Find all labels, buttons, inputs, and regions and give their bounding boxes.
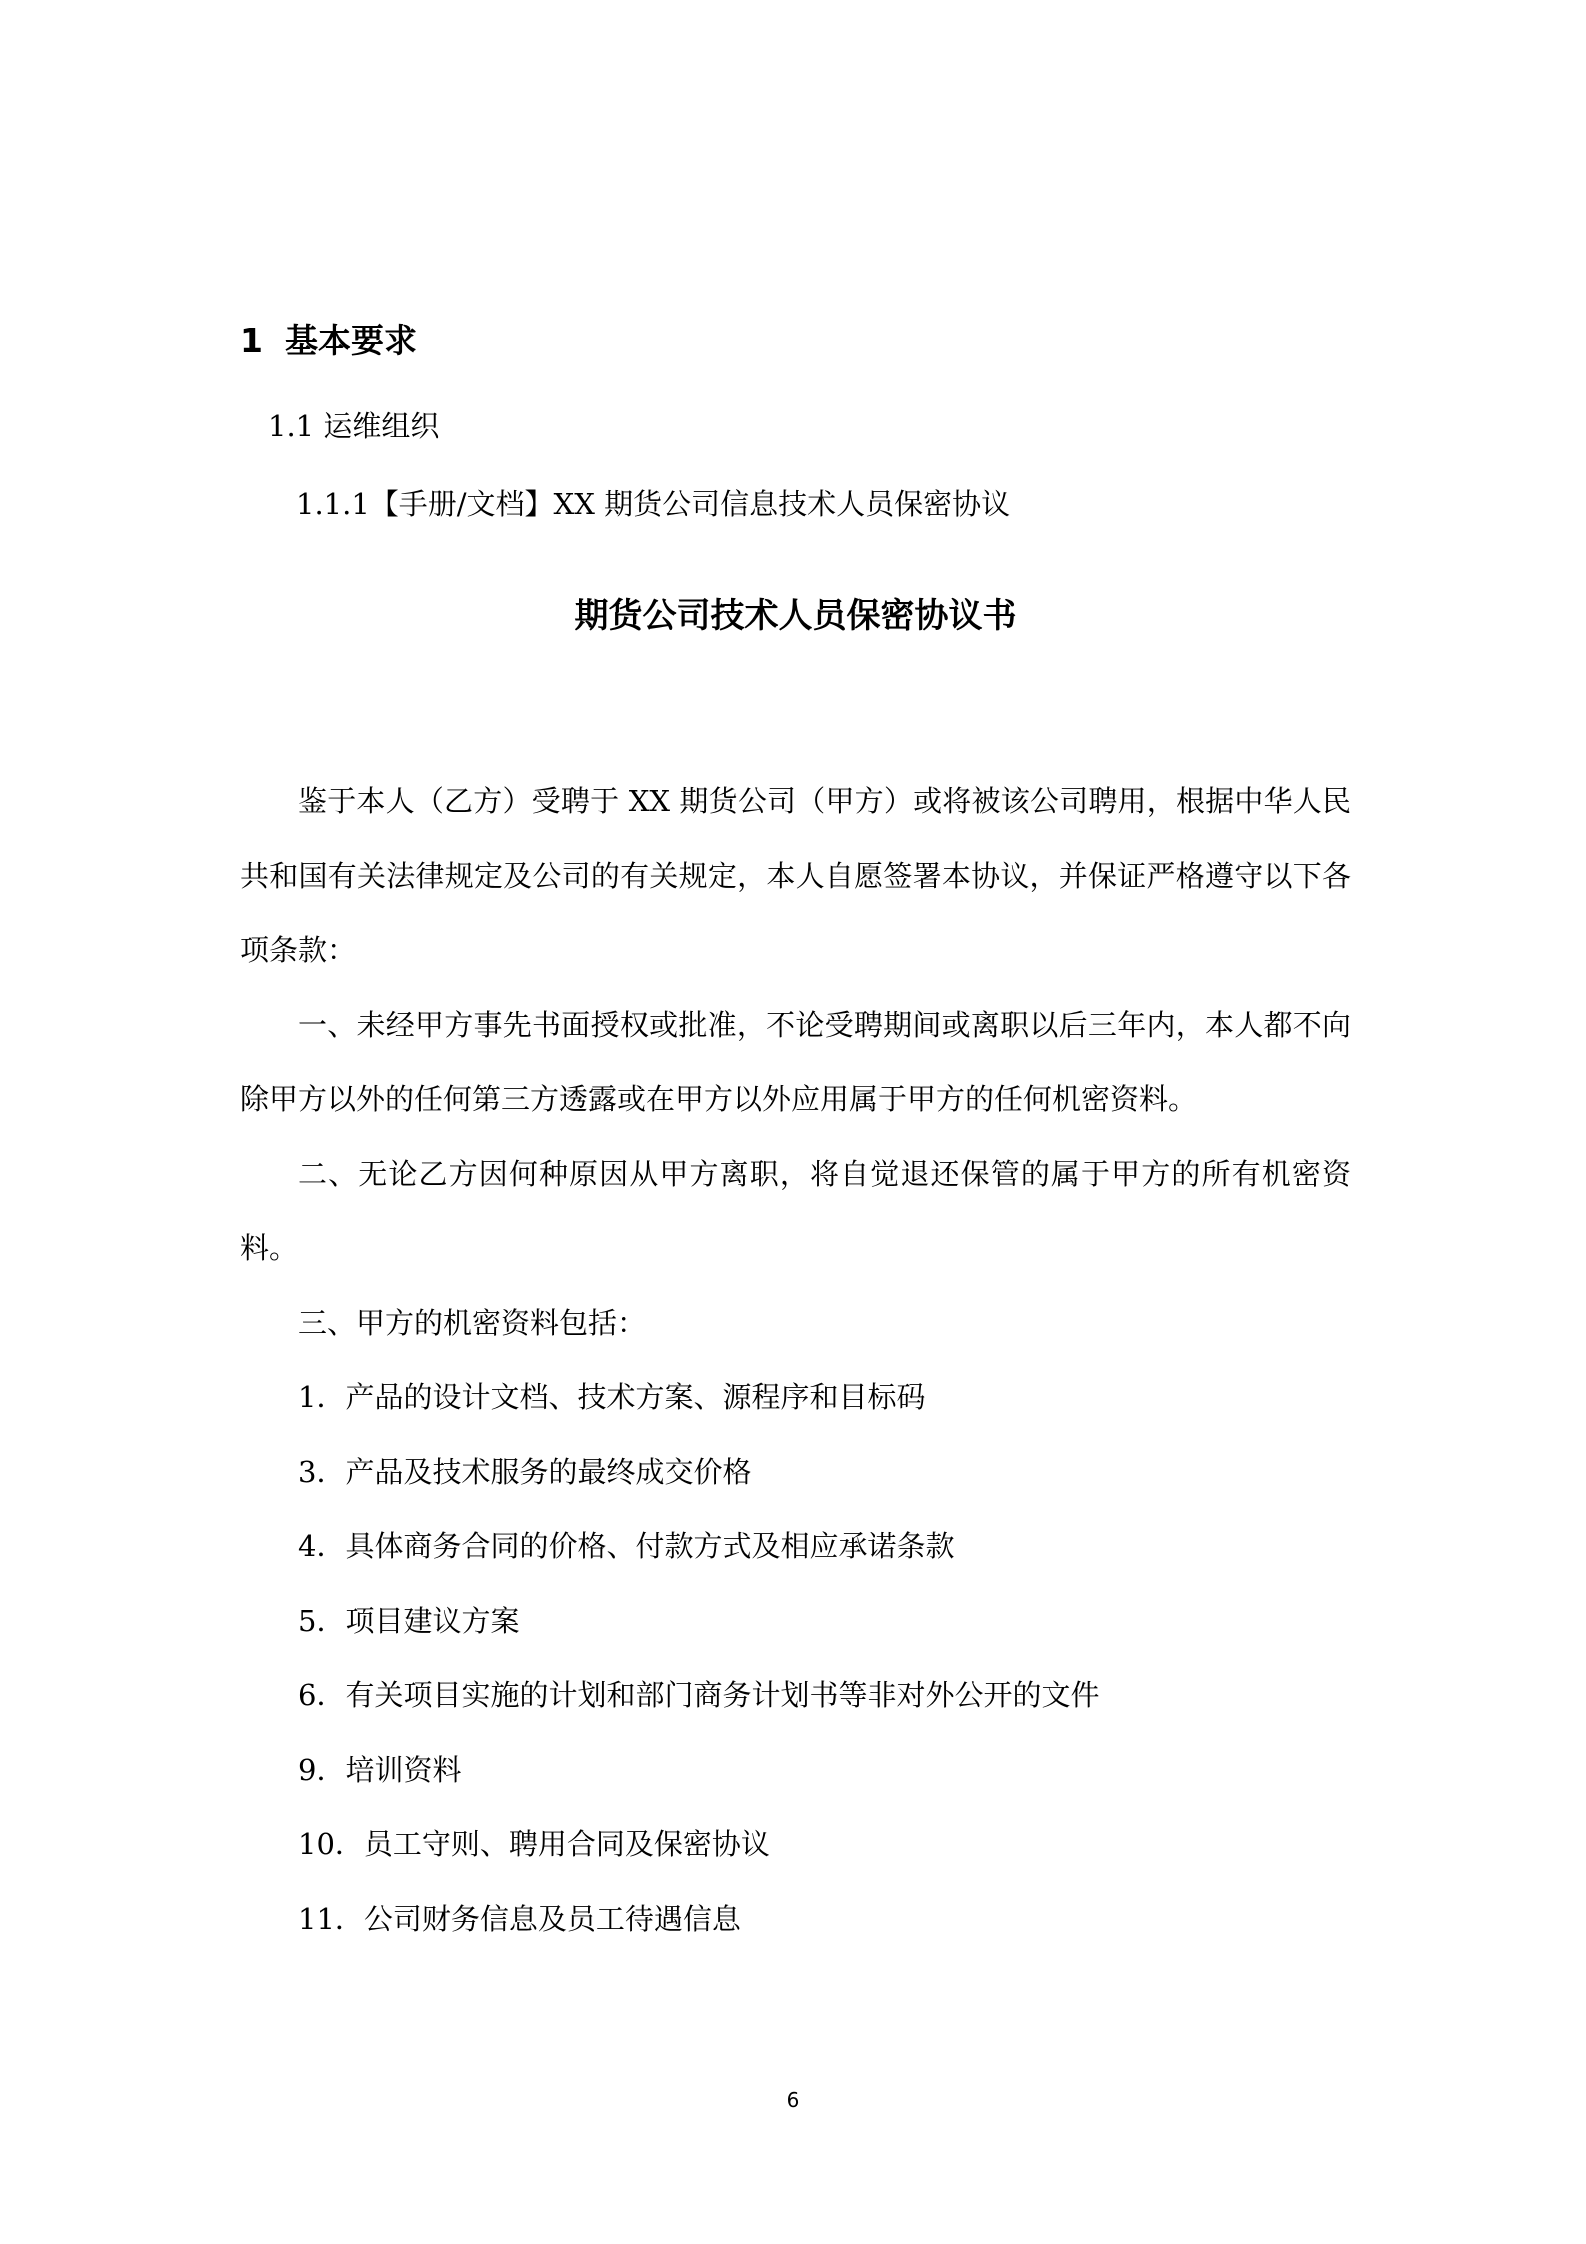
paragraph-preamble: 鉴于本人（乙方）受聘于 XX 期货公司（甲方）或将被该公司聘用，根据中华人民共和国有关法律规定及公司的有关规定，本人自愿签署本协议，并保证严格遵守以下各项条款： — [240, 784, 1351, 967]
list-item: 5．项目建议方案 — [298, 1603, 520, 1638]
paragraph-clause-3: 三、甲方的机密资料包括： — [298, 1305, 647, 1340]
document-body — [240, 764, 1351, 1956]
section-title: 基本要求 — [284, 321, 417, 360]
list-item: 1．产品的设计文档、技术方案、源程序和目标码 — [298, 1380, 926, 1414]
list-item: 9．培训资料 — [298, 1752, 462, 1787]
section-heading — [240, 316, 417, 366]
paragraph-clause-2: 二、无论乙方因何种原因从甲方离职，将自觉退还保管的属于甲方的所有机密资料。 — [240, 1156, 1351, 1265]
list-item: 10．员工守则、聘用合同及保密协议 — [298, 1827, 770, 1861]
subsection-heading: 1.1 运维组织 — [268, 409, 440, 443]
list-item: 4．具体商务合同的价格、付款方式及相应承诺条款 — [298, 1529, 955, 1563]
section-number: 1 — [240, 321, 263, 360]
page-number: 6 — [786, 2088, 800, 2112]
document-title: 期货公司技术人员保密协议书 — [574, 596, 1017, 636]
list-item: 11．公司财务信息及员工待遇信息 — [298, 1901, 741, 1936]
subsubsection-heading: 1.1.1【手册/文档】XX 期货公司信息技术人员保密协议 — [296, 487, 1011, 521]
paragraph-clause-1: 一、未经甲方事先书面授权或批准，不论受聘期间或离职以后三年内，本人都不向除甲方以外的任何第三方透露或在甲方以外应用属于甲方的任何机密资料。 — [240, 1007, 1351, 1116]
list-item: 3．产品及技术服务的最终成交价格 — [298, 1454, 752, 1489]
list-item: 6．有关项目实施的计划和部门商务计划书等非对外公开的文件 — [298, 1678, 1100, 1712]
